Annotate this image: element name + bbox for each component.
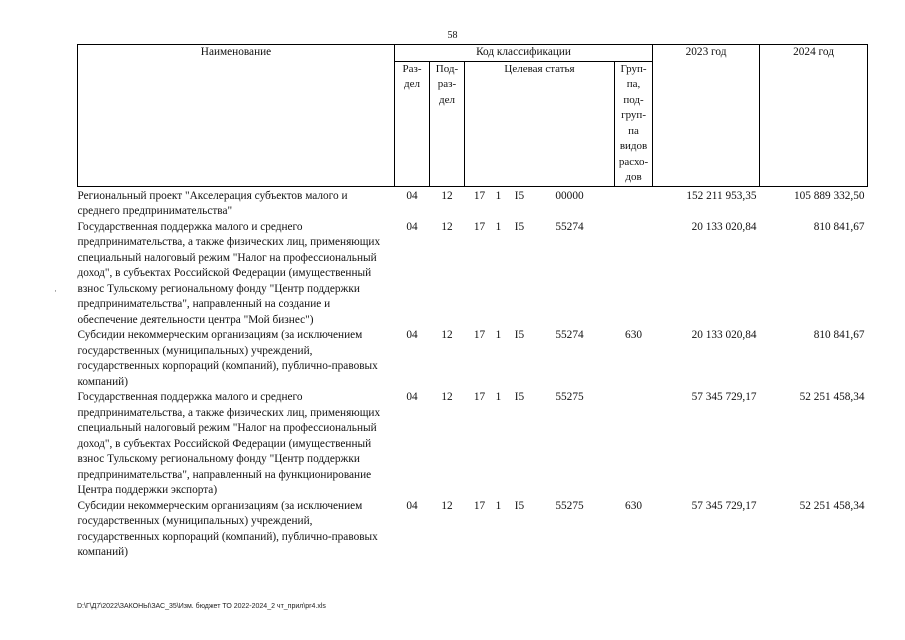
row-name: Государственная поддержка малого и среднего предпринимательства, а также физических лиц, применяющих специальный налоговый режим "Налог на профессиональный доход", в субъектах Российской Федерации (имущественный взнос Тульскому региональному фонду "Центр поддержки предпринимательства", направленный на создание и обеспечение деятельности центра "Мой бизнес")	[77, 220, 381, 326]
target-part-t4: 55275	[555, 499, 584, 512]
header-expense-group: Груп- па, под- груп- па видов расхо- дов	[615, 61, 653, 186]
target-part-t1: 17	[473, 189, 486, 202]
header-classification: Код классификации	[395, 45, 653, 62]
row-target-article	[465, 220, 615, 329]
row-target-article	[465, 499, 615, 561]
target-part-t3: I5	[514, 189, 525, 202]
row-amount-2024: 52 251 458,34	[799, 499, 865, 512]
table-row	[78, 499, 868, 561]
page-number: 58	[447, 30, 458, 41]
header-year-2024: 2024 год	[760, 45, 868, 187]
row-expense-group	[615, 390, 653, 499]
header-name: Наименование	[78, 45, 395, 187]
row-razdel: 04	[406, 329, 418, 341]
header-target-article: Целевая статья	[465, 61, 615, 186]
target-part-t3: I5	[514, 220, 525, 233]
row-amount-2023: 57 345 729,17	[691, 391, 757, 403]
budget-table	[77, 44, 868, 561]
target-part-t2: 1	[495, 329, 502, 341]
target-part-t3: I5	[514, 499, 525, 512]
row-expense-group	[615, 220, 653, 329]
target-part-t2: 1	[495, 499, 502, 512]
target-part-t4: 55274	[555, 329, 584, 341]
row-name: Субсидии некоммерческим организациям (за исключением государственных (муниципальных) учреждений, государственных корпораций (компаний), публично-правовых компаний)	[77, 499, 378, 558]
file-path-footer: D:\Г\Д7\2022\ЗАКОНЫ\ЗАС_35\Изм. бюджет ТО 2022-2024_2 чт_прил\pr4.xls	[77, 603, 326, 610]
table-row	[78, 186, 868, 220]
row-podrazdel: 12	[441, 220, 453, 233]
row-target-article	[465, 390, 615, 499]
target-part-t1: 17	[473, 499, 486, 512]
row-expense-group: 630	[625, 329, 642, 341]
row-amount-2023: 20 133 020,84	[691, 329, 757, 341]
target-part-t4: 55274	[555, 220, 584, 233]
target-part-t4: 55275	[555, 391, 584, 403]
row-target-article	[465, 328, 615, 390]
target-part-t1: 17	[473, 220, 486, 233]
row-razdel: 04	[406, 220, 418, 233]
row-podrazdel: 12	[441, 189, 453, 202]
row-podrazdel: 12	[441, 391, 453, 403]
target-part-t2: 1	[495, 220, 502, 233]
table-row	[78, 390, 868, 499]
table-row	[78, 328, 868, 390]
row-amount-2024: 52 251 458,34	[799, 391, 865, 403]
row-name: Субсидии некоммерческим организациям (за исключением государственных (муниципальных) учреждений, государственных корпораций (компаний), публично-правовых компаний)	[77, 329, 378, 388]
row-podrazdel: 12	[441, 499, 453, 512]
row-amount-2024: 810 841,67	[813, 220, 865, 233]
row-name: Региональный проект "Акселерация субъектов малого и среднего предпринимательства"	[77, 189, 348, 217]
row-amount-2023: 20 133 020,84	[691, 220, 757, 233]
header-razdel: Раз- дел	[395, 61, 430, 186]
header-podrazdel: Под- раз- дел	[430, 61, 465, 186]
target-part-t3: I5	[514, 391, 525, 403]
row-expense-group	[615, 186, 653, 220]
table-row	[78, 220, 868, 329]
target-part-t2: 1	[495, 189, 502, 202]
row-amount-2023: 57 345 729,17	[691, 499, 757, 512]
row-amount-2024: 105 889 332,50	[793, 189, 865, 202]
target-part-t1: 17	[473, 329, 486, 341]
table-body	[78, 186, 868, 561]
row-razdel: 04	[406, 391, 418, 403]
row-razdel: 04	[406, 499, 418, 512]
target-part-t2: 1	[495, 391, 502, 403]
row-target-article	[465, 186, 615, 220]
row-razdel: 04	[406, 189, 418, 202]
row-podrazdel: 12	[441, 329, 453, 341]
row-amount-2023: 152 211 953,35	[686, 189, 757, 202]
target-part-t3: I5	[514, 329, 525, 341]
row-expense-group: 630	[625, 499, 642, 512]
row-amount-2024: 810 841,67	[813, 329, 865, 341]
table-header	[78, 45, 868, 187]
target-part-t4: 00000	[555, 189, 584, 202]
stray-mark: ·	[54, 286, 57, 296]
row-name: Государственная поддержка малого и среднего предпринимательства, а также физических лиц, применяющих специальный налоговый режим "Налог на профессиональный доход", в субъектах Российской Федерации (имущественный взнос Тульскому региональному фонду "Центр поддержки предпринимательства", направленный на функционирование Центра поддержки экспорта)	[77, 391, 381, 496]
target-part-t1: 17	[473, 391, 486, 403]
header-year-2023: 2023 год	[653, 45, 760, 187]
